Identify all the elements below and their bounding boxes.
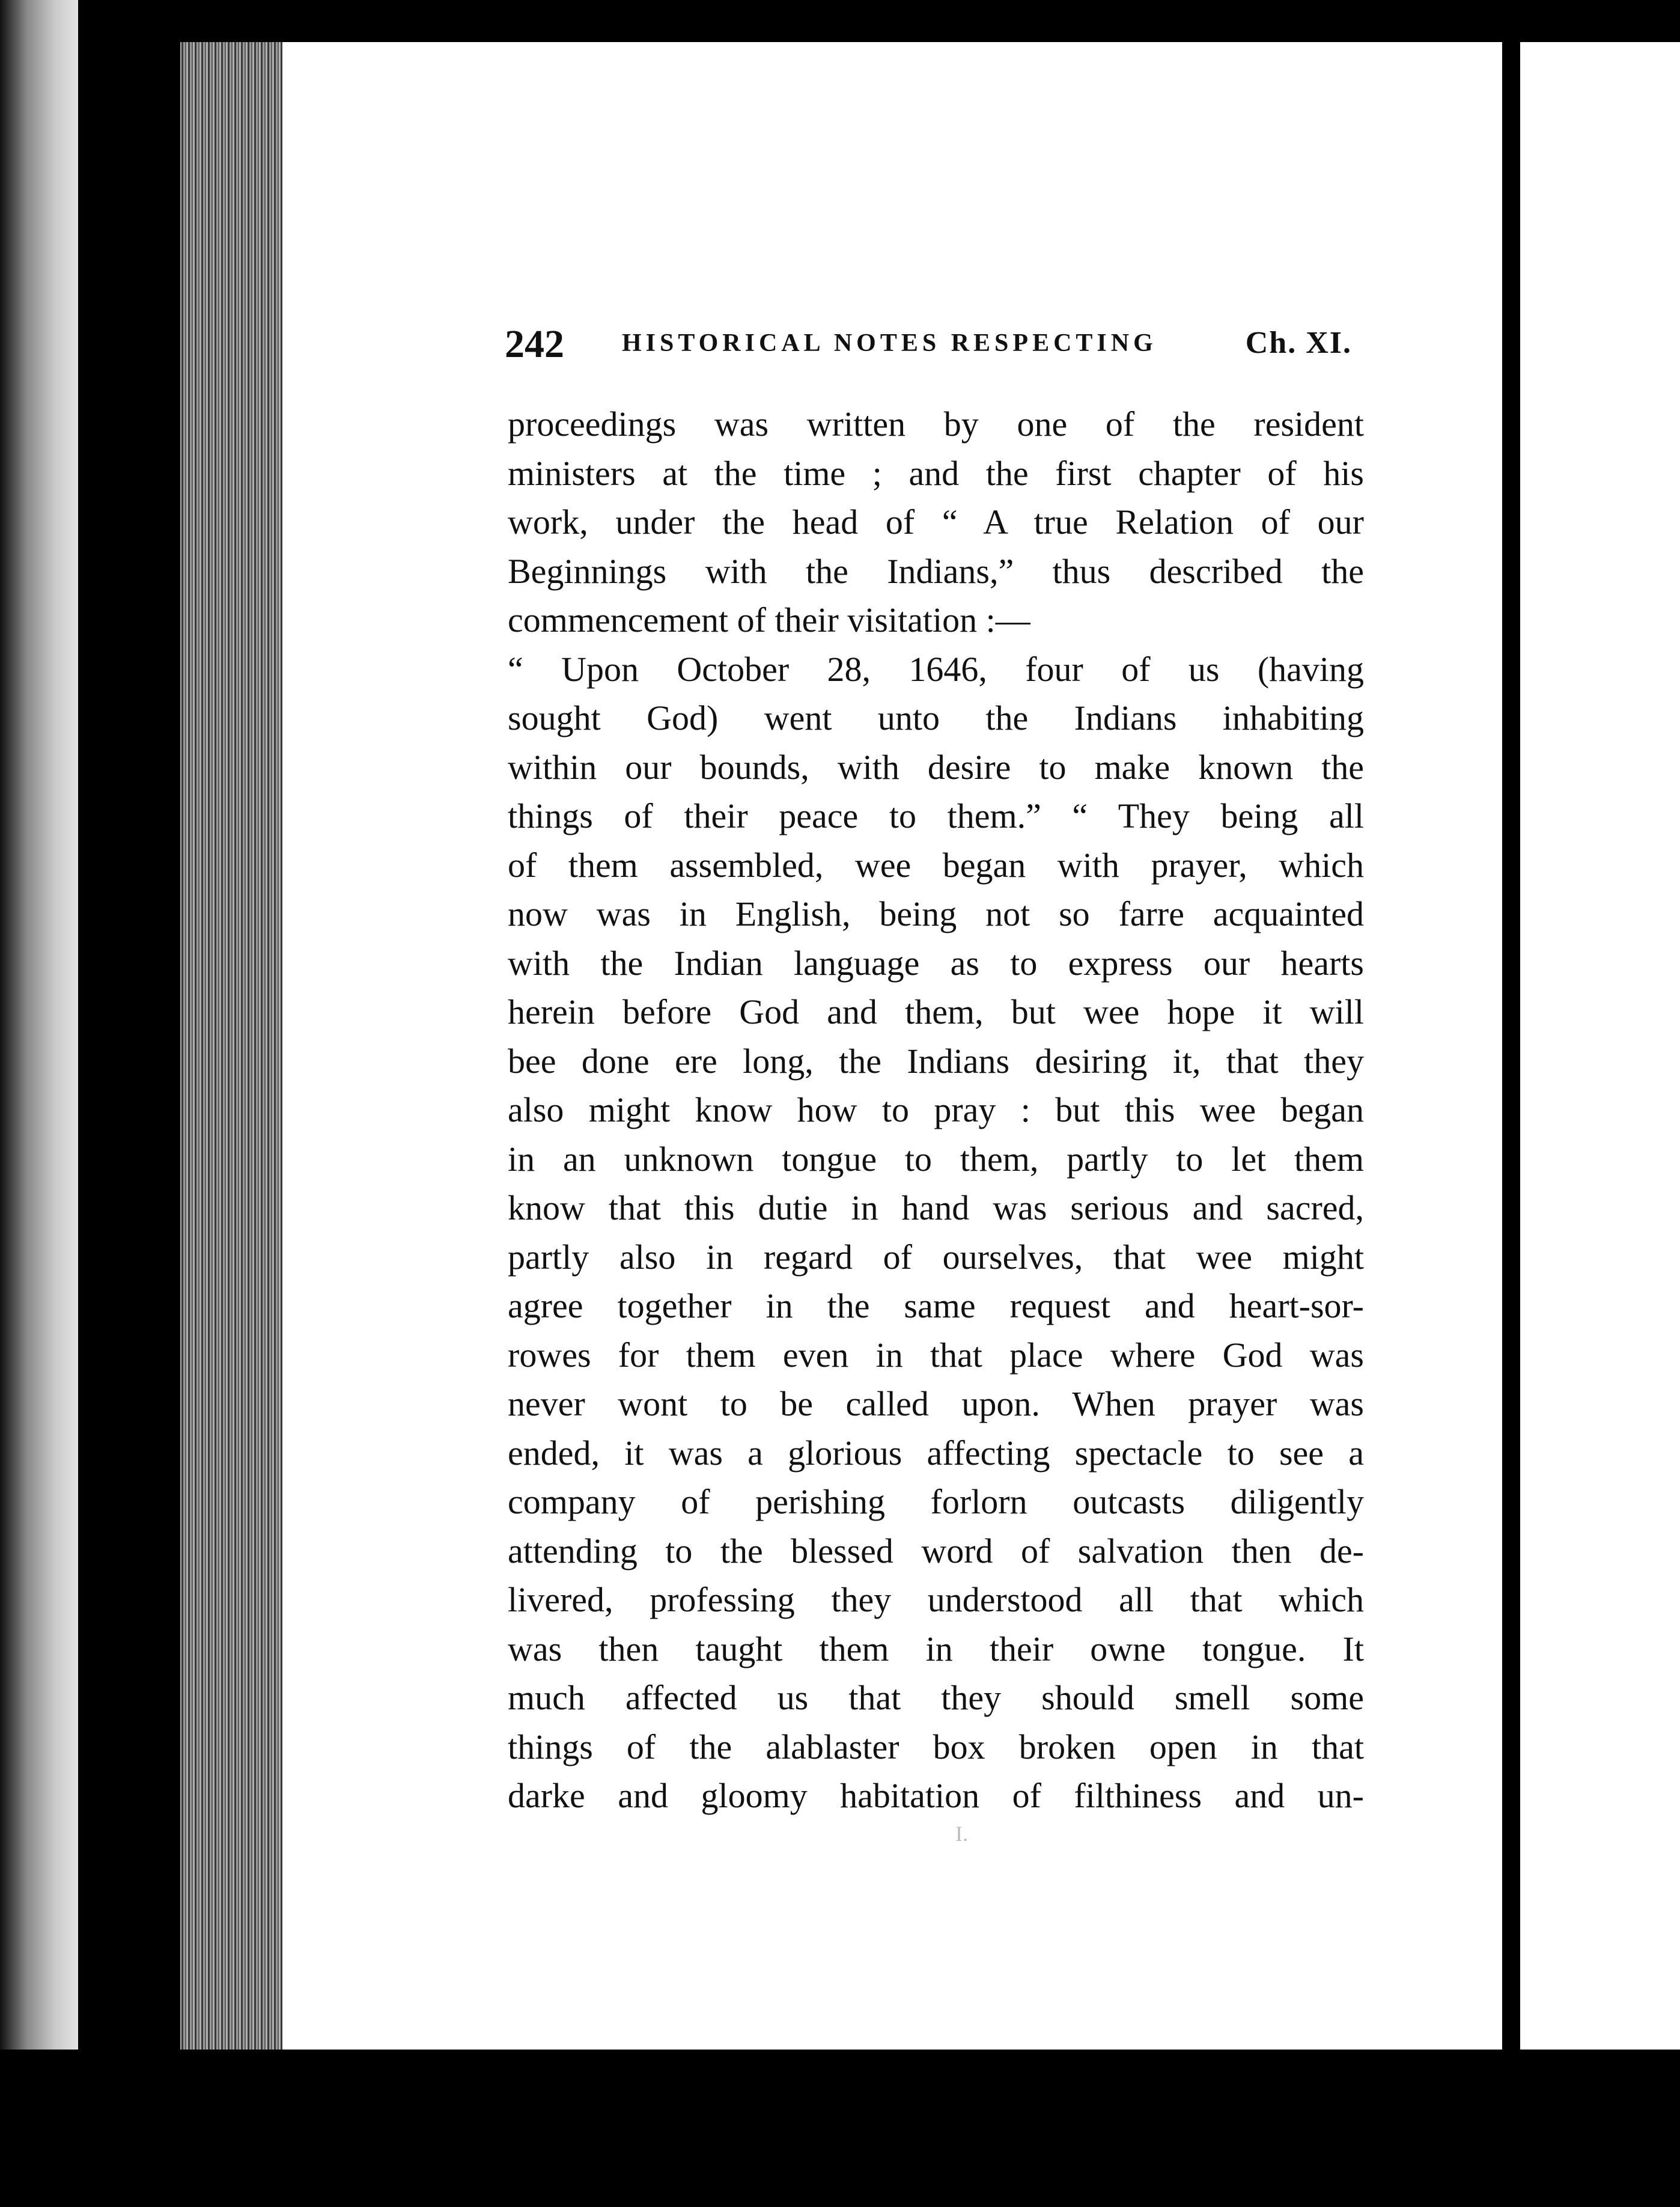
text-line: “ Upon October 28, 1646, four of us (having [508, 649, 1364, 689]
text-line: livered, professing they understood all that which [508, 1580, 1364, 1619]
text-line: ended, it was a glorious affecting spectacle to see a [508, 1433, 1364, 1473]
signature-mark: I. [955, 1822, 968, 1846]
binding-shadow [162, 0, 180, 2207]
text-line: know that this dutie in hand was serious and sacred, [508, 1188, 1364, 1227]
text-line: company of perishing forlorn outcasts diligently [508, 1482, 1364, 1521]
facing-page-fragment [1520, 42, 1680, 2050]
text-line: bee done ere long, the Indians desiring it, that they [508, 1041, 1364, 1081]
text-line: much affected us that they should smell some [508, 1678, 1364, 1717]
running-head [505, 322, 1358, 364]
running-title: HISTORICAL NOTES RESPECTING [622, 329, 1157, 357]
gutter-shadow [1508, 36, 1520, 2068]
text-line: commencement of their visitation :— [508, 600, 1030, 640]
text-line: rowes for them even in that place where God was [508, 1335, 1364, 1375]
text-line: Beginnings with the Indians,” thus described the [508, 551, 1364, 591]
scan-bottom-border [0, 2050, 1680, 2207]
text-line: attending to the blessed word of salvation then de- [508, 1531, 1364, 1571]
text-line: work, under the head of “ A true Relation of our [508, 502, 1364, 542]
body-text [508, 400, 1364, 1821]
page-number: 242 [505, 322, 564, 366]
text-line: agree together in the same request and heart-sor- [508, 1286, 1364, 1325]
scan-background-edge [0, 0, 78, 2207]
text-line: proceedings was written by one of the resident [508, 404, 1364, 444]
text-line: of them assembled, wee began with prayer, which [508, 845, 1364, 885]
text-line: now was in English, being not so farre acquainted [508, 894, 1364, 933]
text-line: ministers at the time ; and the first chapter of his [508, 453, 1364, 493]
text-line: also might know how to pray : but this wee began [508, 1090, 1364, 1129]
text-line: partly also in regard of ourselves, that wee might [508, 1237, 1364, 1277]
page-stack-edge [168, 42, 288, 2050]
chapter-label: Ch. XI. [1245, 326, 1352, 360]
text-line: darke and gloomy habitation of filthiness and un- [508, 1776, 1364, 1815]
text-line: herein before God and them, but wee hope it will [508, 992, 1364, 1031]
text-line: never wont to be called upon. When prayer was [508, 1384, 1364, 1423]
text-line: things of their peace to them.” “ They being all [508, 796, 1364, 835]
text-line: was then taught them in their owne tongue. It [508, 1629, 1364, 1668]
text-line: with the Indian language as to express our hearts [508, 943, 1364, 983]
text-line: in an unknown tongue to them, partly to let them [508, 1139, 1364, 1179]
text-line: sought God) went unto the Indians inhabiting [508, 698, 1364, 737]
text-line: things of the alablaster box broken open in that [508, 1727, 1364, 1766]
text-line: within our bounds, with desire to make known the [508, 747, 1364, 787]
